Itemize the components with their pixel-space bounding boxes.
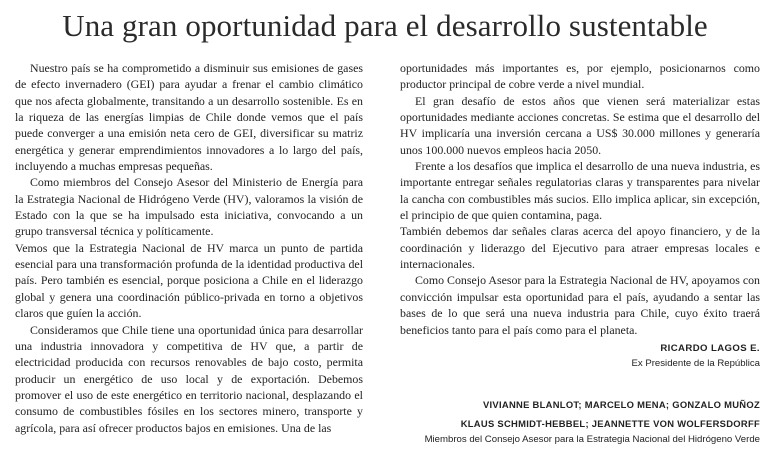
body-paragraph: oportunidades más importantes es, por ejemplo, posicionarnos como productor principal de cobre verde a nivel mundial.	[400, 61, 760, 92]
left-column	[15, 60, 363, 436]
body-paragraph: Consideramos que Chile tiene una oportunidad única para desarrollar una industria innovadora y competitiva de HV que, a partir de electricidad producida con recursos renovables de bajo costo, permita producir un energético de uso local y de exportación. Debemos promover el uso de este energético en territorio nacional, desplazando el consumo de combustibles fósiles en los sectores minero, transporte y agrícola, para así ofrecer productos bajos en emisiones. Una de las	[15, 322, 363, 435]
signature-name: RICARDO LAGOS E.	[660, 342, 760, 354]
signature-spacer	[400, 371, 760, 395]
article-headline: Una gran oportunidad para el desarrollo sustentable	[62, 8, 708, 43]
body-paragraph: También debemos dar señales claras acerca del apoyo financiero, y de la coordinación y liderazgo del Ejecutivo para atraer empresas locales e internacionales.	[400, 224, 760, 272]
signature-role: Ex Presidente de la República	[631, 357, 760, 369]
body-paragraph: Como miembros del Consejo Asesor del Ministerio de Energía para la Estrategia Nacional de Hidrógeno Verde (HV), valoramos la visión de Estado con la que se ha impulsado esta iniciativa, convocando a un grupo transversal técnica y políticamente.	[15, 175, 363, 239]
body-paragraph: Como Consejo Asesor para la Estrategia Nacional de HV, apoyamos con convicción impulsar esta oportunidad para el país, ayudando a sentar las bases de lo que será una nueva industria para Chile, cuyo éxito traerá beneficios tanto para el país como para el planeta.	[400, 273, 760, 337]
body-paragraph: Vemos que la Estrategia Nacional de HV marca un punto de partida esencial para una transformación profunda de la identidad productiva del país. Pero también es esencial, porque posiciona a Chile en el liderazgo global y genera una coordinación público-privada en torno a objetivos claros que guíen la acción.	[15, 240, 363, 321]
right-column	[400, 60, 760, 447]
members-line-2: KLAUS SCHMIDT-HEBBEL; JEANNETTE VON WOLFERSDORFF	[460, 417, 760, 429]
body-paragraph: El gran desafío de estos años que vienen será materializar estas oportunidades mediante acciones concretas. Se estima que el desarrollo del HV implicaría una inversión cercana a US$ 30.000 millones y generaría unos 100.000 nuevos empleos hacia 2050.	[400, 93, 760, 157]
members-caption: Miembros del Consejo Asesor para la Estrategia Nacional del Hidrógeno Verde	[424, 433, 760, 445]
body-paragraph: Nuestro país se ha comprometido a disminuir sus emisiones de gases de efecto invernadero (GEI) para ayudar a frenar el cambio climático que nos afecta globalmente, transitando a un desarrollo sostenible. Es en la riqueza de las energías limpias de Chile donde vemos que el país puede converger a una emisión neta cero de GEI, diversificar su matriz energética y generar emprendimientos innovadores a lo largo del país, incluyendo a muchas empresas pequeñas.	[15, 61, 363, 174]
members-line-1: VIVIANNE BLANLOT; MARCELO MENA; GONZALO MUÑOZ	[482, 398, 760, 410]
body-paragraph: Frente a los desafíos que implica el desarrollo de una nueva industria, es importante entregar señales regulatorias claras y transparentes para nivelar la cancha con combustibles más sucios. Ello implica aplicar, sin excepción, el principio de que quien contamina, paga.	[400, 159, 760, 223]
